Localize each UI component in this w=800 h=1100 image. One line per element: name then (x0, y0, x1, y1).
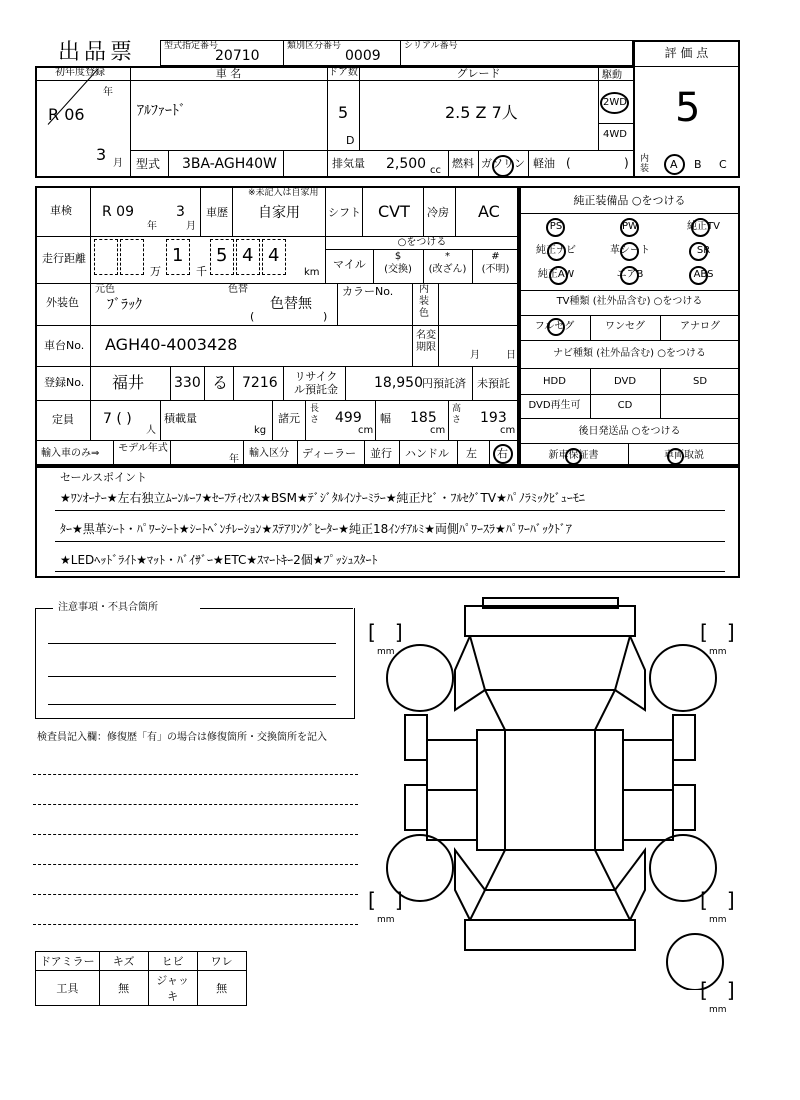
mileage-digit-5: 4 (242, 245, 254, 266)
mileage-km: km (304, 267, 320, 278)
model-year-mark: 年 (229, 454, 239, 465)
handle-right-circle (493, 444, 513, 464)
repaint-paren-close: ) (323, 310, 328, 323)
right-window-strip[interactable] (595, 730, 623, 850)
orig-color-label: 元色 (95, 284, 115, 295)
left-window-strip[interactable] (477, 730, 505, 850)
equip-tv-circle (691, 218, 710, 237)
tv-title: TV種類 (社外品含む) ○をつける (556, 296, 703, 307)
left-quarter[interactable] (455, 850, 485, 920)
equip-pw[interactable]: PW (622, 221, 638, 232)
load-label: 積載量 (164, 412, 197, 425)
interior-a-circle (664, 154, 685, 175)
equip-navi[interactable]: 純正ナビ (536, 245, 576, 256)
grade-label: グレード (456, 67, 501, 80)
import-label: 輸入車のみ⇒ (41, 448, 100, 459)
color-label: 外装色 (46, 296, 79, 309)
color-no-label: カラーNo. (342, 285, 394, 298)
tire-fl-bracket[interactable]: [ ] (368, 620, 403, 644)
dims-label: 諸元 (278, 412, 300, 425)
meigi-day: 日 (506, 350, 516, 361)
navi-cd[interactable]: CD (617, 400, 633, 411)
meigi-month: 月 (470, 350, 480, 361)
right-rear-door[interactable] (623, 790, 673, 840)
equip-aw[interactable]: 純正AW (537, 269, 575, 280)
equip-abs-circle (689, 266, 708, 285)
dealer-option[interactable]: ディーラー (302, 447, 357, 460)
tailgate[interactable] (470, 890, 630, 920)
drive-label: 駆動 (602, 70, 622, 81)
docs-manual-circle (667, 448, 684, 465)
tv-fullseg[interactable]: フルセグ (534, 321, 575, 332)
type-value: 20710 (215, 48, 260, 64)
ac-value: AC (478, 202, 500, 221)
sales-points-label: セールスポイント (60, 471, 148, 484)
class-value: 0009 (345, 48, 381, 64)
grade-value: 2.5 Z 7人 (445, 103, 518, 122)
reg-number: 7216 (242, 375, 278, 391)
inspection-month: 3 (176, 204, 185, 220)
tool-label: 工具 (36, 971, 100, 1006)
recycle-status2[interactable]: 未預託 (477, 377, 510, 390)
equip-ps-circle (546, 218, 565, 237)
doors-label: ドア数 (328, 67, 358, 78)
mileage-sen: 千 (196, 265, 207, 278)
load-unit: kg (254, 425, 267, 436)
first-reg-label: 初年度登録 (55, 67, 105, 78)
fuel-paren-open: ( (566, 156, 571, 170)
hdr-scratch: キズ (99, 952, 148, 971)
year-mark: 年 (103, 87, 113, 98)
equip-airbag[interactable]: エアB (616, 269, 644, 280)
inspector-label: 検査員記入欄：修復歴「有」の場合は修復箇所・交換箇所を記入 (37, 732, 327, 743)
repaint-label: 色替 (228, 284, 248, 295)
recycle-value: 18,950 (374, 375, 423, 391)
handle-left[interactable]: 左 (466, 447, 477, 460)
inspection-year-mark: 年 (147, 221, 157, 232)
front-bumper[interactable] (465, 606, 635, 636)
tamper-option[interactable]: (改ざん) (428, 264, 467, 275)
model-label: 型式 (136, 157, 161, 171)
windshield[interactable] (485, 690, 615, 730)
tire-fr-bracket[interactable]: [ ] (700, 620, 735, 644)
unknown-option[interactable]: (不明) (481, 264, 510, 275)
interior-c[interactable]: C (719, 158, 727, 171)
tire-spare-mm: mm (709, 1005, 727, 1015)
drive-2wd-circle (600, 92, 629, 114)
meigi-label: 名変期限 (416, 330, 436, 353)
recycle-status[interactable]: 円預託済 (422, 377, 466, 390)
tamper-sym: * (445, 251, 450, 262)
equip-airbag-circle (620, 266, 639, 285)
rear-bumper[interactable] (465, 920, 635, 950)
model-year-label: モデル年式 (118, 443, 168, 454)
disp-label: 排気量 (332, 157, 365, 170)
mileage-digit-box-1 (94, 239, 118, 275)
length-label: 長さ (310, 404, 320, 425)
roof[interactable] (505, 730, 595, 850)
equip-sr-circle (689, 242, 708, 261)
docs-warranty[interactable]: 新車保証書 (548, 450, 599, 461)
month-mark: 月 (113, 158, 123, 169)
hood[interactable] (470, 636, 630, 690)
mileage-label: 走行距離 (42, 252, 86, 265)
model-value: 3BA-AGH40W (182, 156, 277, 172)
parallel-option[interactable]: 並行 (370, 447, 392, 460)
car-body-diagram (360, 590, 760, 990)
navi-sd[interactable]: SD (692, 376, 708, 387)
width-label: 幅 (380, 412, 391, 425)
tools-table (35, 951, 247, 1006)
exchange-option[interactable]: (交換) (384, 264, 412, 275)
inspection-month-mark: 月 (186, 221, 196, 232)
fuel-gasoline[interactable]: ガソリン (481, 157, 525, 170)
disp-value: 2,500 (386, 156, 427, 172)
inspection-label: 車検 (50, 204, 72, 217)
handle-right[interactable]: 右 (497, 447, 508, 460)
rear-window[interactable] (485, 850, 615, 890)
type-label: 型式指定番号 (164, 41, 219, 51)
car-name-value: ｱﾙﾌｧｰﾄﾞ (137, 103, 186, 119)
interior-color-label: 内装色 (419, 284, 429, 319)
reg-area: 福井 (112, 373, 145, 392)
fuel-label: 燃料 (452, 157, 474, 170)
chassis-value: AGH40-4003428 (105, 335, 238, 354)
tire-rr-bracket[interactable]: [ ] (700, 888, 735, 912)
reg-class: 330 (174, 375, 201, 391)
tire-rl-bracket[interactable]: [ ] (368, 888, 403, 912)
sales-point-line-2: ﾀｰ★黒革ｼｰﾄ・ﾊﾟﾜｰｼｰﾄ★ｼｰﾄﾍﾞﾝﾁﾚｰｼｮﾝ★ｽﾃｱﾘﾝｸﾞﾋｰﾀｰ★純正18ｲﾝﾁｱﾙﾐ★両側ﾊﾟﾜｰｽﾗ★ﾊﾟﾜｰﾊﾞｯｸﾄﾞｱ (60, 522, 572, 536)
right-quarter[interactable] (615, 850, 645, 920)
first-reg-month: 3 (96, 145, 107, 164)
disp-unit: cc (430, 165, 441, 176)
navi-dvd[interactable]: DVD (613, 376, 637, 387)
navi-title: ナビ種類 (社外品含む) ○をつける (553, 348, 706, 359)
reg-kana: る (212, 373, 229, 392)
orig-color-value: ﾌﾞﾗｯｸ (107, 297, 142, 313)
width-unit: cm (430, 425, 446, 436)
handle-label: ハンドル (405, 447, 449, 460)
navi-hdd[interactable]: HDD (543, 376, 566, 387)
length-unit: cm (358, 425, 374, 436)
left-rocker[interactable] (405, 785, 427, 830)
repaint-value: 色替無 (270, 296, 312, 312)
navi-dvd-play[interactable]: DVD再生可 (528, 400, 581, 411)
equip-ps[interactable]: PS (549, 221, 563, 232)
serial-label: シリアル番号 (404, 41, 458, 51)
sales-point-line-3: ★LEDﾍｯﾄﾞﾗｲﾄ★ﾏｯﾄ・ﾊﾞｲｻﾞｰ★ETC★ｽﾏｰﾄｷｰ2個★ﾌﾟｯｼｭｽﾀｰﾄ (60, 553, 378, 567)
hdr-crack: ヒビ (148, 952, 197, 971)
tire-rr-mm: mm (709, 915, 727, 925)
history-label: 車歴 (206, 206, 228, 219)
hdr-door-mirror: ドアミラー (36, 952, 100, 971)
doors-value: 5 (338, 103, 349, 122)
left-front-door[interactable] (427, 740, 477, 790)
unknown-sym: # (491, 251, 500, 262)
mile-option[interactable]: マイル (333, 258, 366, 271)
shift-label: シフト (328, 206, 361, 219)
mileage-digit-4: 5 (216, 245, 228, 266)
defects-box (35, 608, 355, 719)
score-label: 評 価 点 (664, 46, 709, 60)
equip-pw-circle (620, 218, 639, 237)
recycle-label: リサイクル預託金 (294, 370, 338, 396)
mileage-check-note: ○をつける (397, 237, 447, 248)
drive-4wd[interactable]: 4WD (603, 129, 627, 140)
equip-leather-circle (620, 242, 639, 261)
hdr-break: ワレ (197, 952, 246, 971)
tv-oneseg[interactable]: ワンセグ (605, 321, 645, 332)
equip-sr[interactable]: SR (696, 245, 711, 256)
form-title: 出品票 (58, 40, 137, 65)
reg-label: 登録No. (44, 376, 85, 389)
right-front-door[interactable] (623, 740, 673, 790)
score-value: 5 (675, 85, 701, 131)
interior-a[interactable]: A (670, 158, 678, 171)
exchange-sym: $ (394, 251, 402, 262)
interior-b[interactable]: B (694, 158, 702, 171)
tool-value: 無 (99, 971, 148, 1006)
fuel-gasoline-circle (492, 155, 514, 177)
car-name-label: 車 名 (215, 67, 242, 80)
right-rocker[interactable] (673, 785, 695, 830)
capacity-label: 定員 (52, 413, 74, 426)
ac-label: 冷房 (427, 206, 449, 219)
tire-spare-bracket[interactable]: [ ] (700, 978, 735, 1002)
mileage-man: 万 (150, 265, 161, 278)
tire-rl-mm: mm (377, 915, 395, 925)
left-front-pillar[interactable] (405, 715, 427, 760)
inspection-era: R 09 (102, 204, 134, 220)
equip-leather[interactable]: 革シート (610, 245, 650, 256)
chassis-label: 車台No. (44, 339, 85, 352)
front-right-wheel[interactable] (650, 645, 716, 711)
import-class-label: 輸入区分 (249, 448, 289, 459)
height-value: 193 (480, 410, 507, 426)
equip-tv[interactable]: 純正TV (687, 221, 720, 232)
history-value: 自家用 (258, 205, 300, 221)
mileage-digit-box-2 (120, 239, 144, 275)
docs-warranty-circle (565, 448, 582, 465)
fuel-paren-close: ) (624, 156, 629, 170)
doors-sub: D (346, 134, 355, 147)
mileage-digit-6: 4 (268, 245, 280, 266)
sales-point-line-1: ★ﾜﾝｵｰﾅｰ★左右独立ﾑｰﾝﾙｰﾌ★ｾｰﾌﾃｨｾﾝｽ★BSM★ﾃﾞｼﾞﾀﾙｲﾝﾅｰﾐﾗｰ★純正ﾅﾋﾞ・ﾌﾙｾｸﾞTV★ﾊﾟﾉﾗﾐｯｸﾋﾞｭｰﾓﾆ (60, 491, 585, 505)
tire-fr-mm: mm (709, 647, 727, 657)
equip-abs[interactable]: ABS (693, 269, 714, 280)
drive-2wd[interactable]: 2WD (603, 97, 627, 108)
defects-label: 注意事項・不具合箇所 (58, 602, 158, 613)
docs-manual[interactable]: 車両取説 (664, 450, 704, 461)
capacity-unit: 人 (146, 425, 156, 436)
fuel-diesel[interactable]: 軽油 (533, 157, 555, 170)
interior-label: 内装 (640, 154, 650, 174)
width-value: 185 (410, 410, 437, 426)
equip-navi-circle (547, 242, 566, 261)
left-rear-door[interactable] (427, 790, 477, 840)
shift-value: CVT (378, 202, 410, 221)
repaint-paren-open: ( (250, 310, 255, 323)
jack-value: 無 (197, 971, 246, 1006)
tire-fl-mm: mm (377, 647, 395, 657)
equipment-title: 純正装備品 ○をつける (573, 194, 686, 207)
right-front-pillar[interactable] (673, 715, 695, 760)
mileage-digit-3: 1 (172, 245, 184, 266)
length-value: 499 (335, 410, 362, 426)
height-label: 高さ (452, 404, 462, 425)
equip-aw-circle (549, 266, 568, 285)
front-left-wheel[interactable] (387, 645, 453, 711)
tv-analog[interactable]: アナログ (680, 321, 720, 332)
history-note: ※未記入は自家用 (248, 188, 319, 198)
class-label: 類別区分番号 (287, 41, 342, 51)
capacity-value: 7 ( ) (103, 411, 132, 427)
first-reg-era: R 06 (48, 105, 85, 124)
docs-title: 後日発送品 ○をつける (578, 426, 681, 437)
height-unit: cm (500, 425, 516, 436)
jack-label: ジャッキ (148, 971, 197, 1006)
tv-fullseg-circle (547, 318, 565, 336)
